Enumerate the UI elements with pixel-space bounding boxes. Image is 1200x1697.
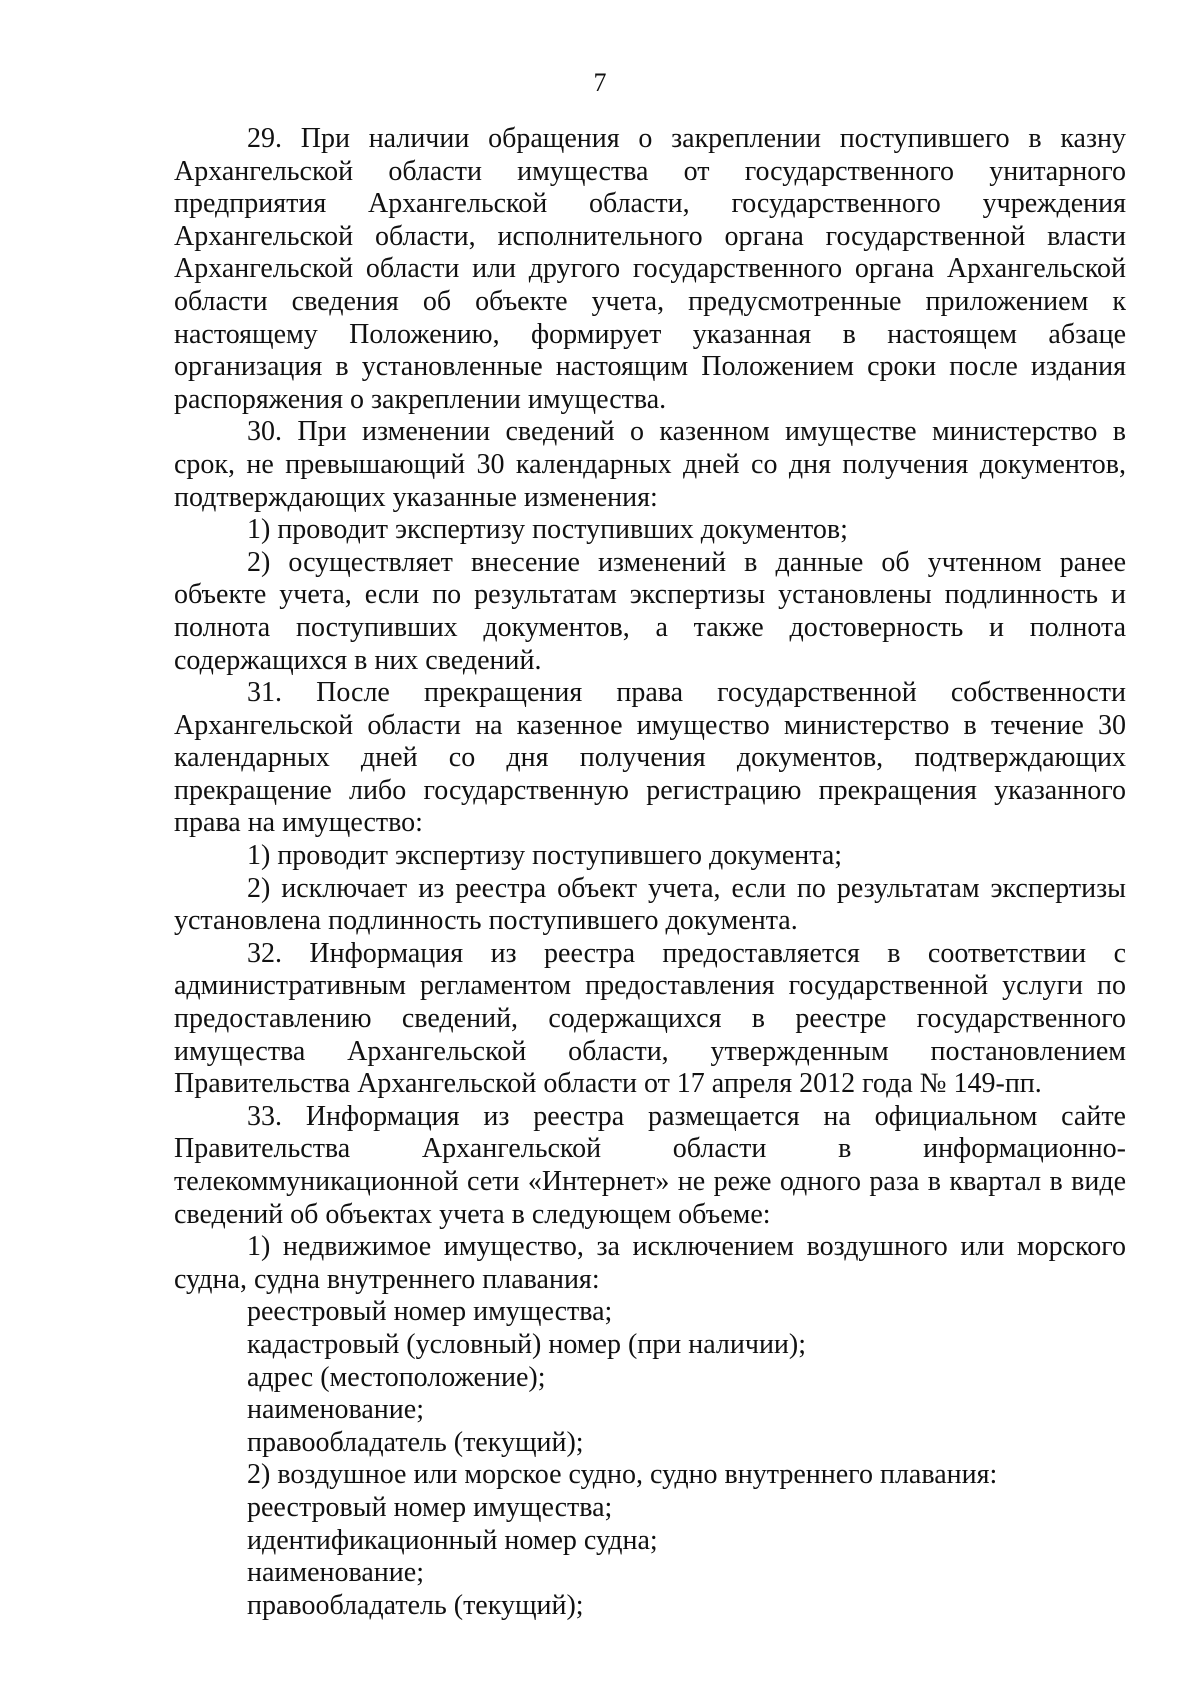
- list-item: правообладатель (текущий);: [247, 1589, 584, 1621]
- paragraph-31-item-2: 2) исключает из реестра объект учета, если по результатам экспертизы установлена подлинность поступившего документа.: [174, 872, 1126, 937]
- page-number: 7: [593, 68, 607, 97]
- list-item: наименование;: [247, 1394, 424, 1426]
- paragraph-33: 33. Информация из реестра размещается на официальном сайте Правительства Архангельской области в информационно-телекоммуникационной сети «Интернет» не реже одного раза в квартал в виде сведений об объектах учета в следующем объеме:: [174, 1100, 1126, 1230]
- paragraph-33-item-1: 1) недвижимое имущество, за исключением воздушного или морского судна, судна внутреннего плавания:: [174, 1231, 1126, 1295]
- list-item: реестровый номер имущества;: [247, 1296, 613, 1328]
- paragraph-31-item-1: 1) проводит экспертизу поступившего документа;: [247, 840, 843, 872]
- document-body: [174, 123, 1126, 1622]
- paragraph-30-item-1: 1) проводит экспертизу поступивших документов;: [247, 514, 848, 546]
- paragraph-30-item-2: 2) осуществляет внесение изменений в данные об учтенном ранее объекте учета, если по результатам экспертизы установлены подлинность и полнота поступивших документов, а также достоверность и полнота содержащихся в них сведений.: [174, 546, 1126, 676]
- paragraph-31: 31. После прекращения права государственной собственности Архангельской области на казенное имущество министерство в течение 30 календарных дней со дня получения документов, подтверждающих прекращение либо государственную регистрацию прекращения указанного права на имущество:: [174, 677, 1126, 839]
- paragraph-30: 30. При изменении сведений о казенном имуществе министерство в срок, не превышающий 30 календарных дней со дня получения документов, подтверждающих указанные изменения:: [174, 416, 1126, 513]
- paragraph-33-item-2: 2) воздушное или морское судно, судно внутреннего плавания:: [247, 1459, 998, 1491]
- list-item: правообладатель (текущий);: [247, 1426, 584, 1458]
- paragraph-29: 29. При наличии обращения о закреплении поступившего в казну Архангельской области имущества от государственного унитарного предприятия Архангельской области, государственного учреждения Архангельской области, исполнительного органа государственной власти Архангельской области или другого государственного органа Архангельской области сведения об объекте учета, предусмотренные приложением к настоящему Положению, формирует указанная в настоящем абзаце организация в установленные настоящим Положением сроки после издания распоряжения о закреплении имущества.: [174, 123, 1126, 415]
- list-item: наименование;: [247, 1557, 424, 1589]
- list-item: реестровый номер имущества;: [247, 1491, 613, 1523]
- list-item: идентификационный номер судна;: [247, 1524, 658, 1556]
- list-item: адрес (местоположение);: [247, 1361, 546, 1393]
- paragraph-32: 32. Информация из реестра предоставляется в соответствии с административным регламентом предоставления государственной услуги по предоставлению сведений, содержащихся в реестре государственного имущества Архангельской области, утвержденным постановлением Правительства Архангельской области от 17 апреля 2012 года № 149-пп.: [174, 937, 1126, 1100]
- list-item: кадастровый (условный) номер (при наличии);: [247, 1328, 807, 1360]
